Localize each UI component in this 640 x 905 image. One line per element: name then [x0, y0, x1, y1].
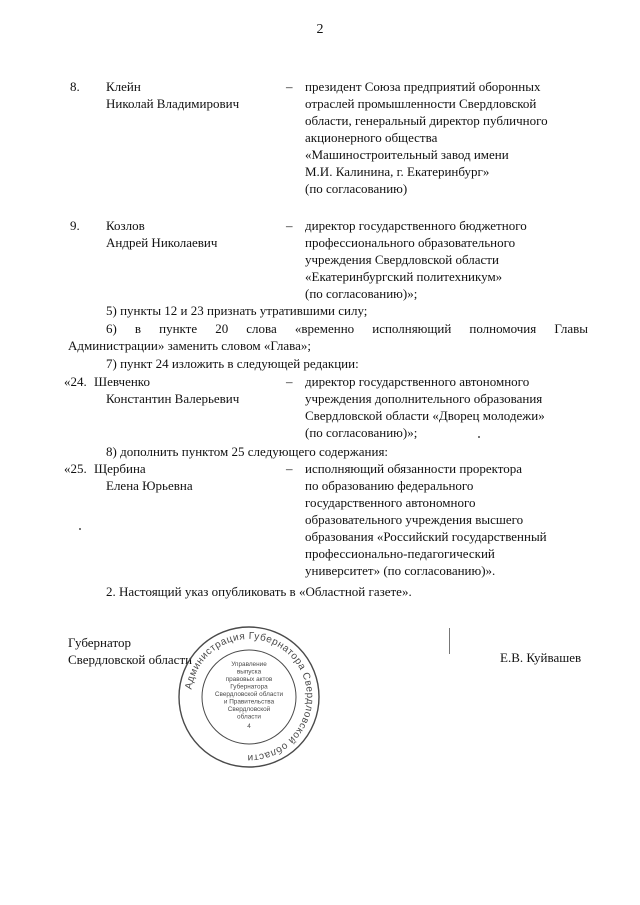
- seal-line: и Правительства: [223, 698, 275, 706]
- paragraph-6-cont: Администрации» заменить словом «Глава»;: [68, 338, 311, 353]
- signature-stroke: [449, 628, 450, 654]
- seal-line: Губернатора: [230, 683, 268, 691]
- scan-speck: [79, 528, 81, 530]
- entry-role: директор государственного автономного учреждения дополнительного образования Свердловской области «Дворец молодежи» (по согласованию)»;: [305, 374, 545, 440]
- entry-name: Щербина Елена Юрьевна: [94, 461, 193, 493]
- paragraph-8: 8) дополнить пунктом 25 следующего содержания:: [106, 444, 389, 459]
- paragraph-7: 7) пункт 24 изложить в следующей редакции:: [106, 356, 359, 371]
- entry-number: 8.: [70, 79, 80, 94]
- seal-ring-text: Администрация Губернатора Свердловской области: [183, 630, 316, 764]
- entry-name: Козлов Андрей Николаевич: [106, 218, 218, 250]
- entry-role: исполняющий обязанности проректора по образованию федерального государственного автономного образовательного учреждения высшего образования «Российский государственный профессионально-педагогический университет» (по согласованию)».: [305, 461, 547, 578]
- seal-line: Управление: [231, 661, 267, 668]
- final-paragraph: 2. Настоящий указ опубликовать в «Областной газете».: [106, 584, 412, 599]
- entry-dash: –: [286, 79, 293, 94]
- seal-line: правовых актов: [225, 676, 273, 683]
- seal-line: выпуска: [236, 668, 262, 676]
- scan-speck: [478, 436, 480, 438]
- entry-name: Шевченко Константин Валерьевич: [94, 374, 240, 406]
- entry-name: Клейн Николай Владимирович: [106, 79, 240, 111]
- entry-dash: –: [286, 218, 293, 233]
- paragraph-6: 6) в пункте 20 слова «временно исполняющий полномочия Главы: [106, 321, 588, 336]
- paragraph-5: 5) пункты 12 и 23 признать утратившими силу;: [106, 303, 368, 318]
- seal-line: области: [237, 713, 261, 721]
- seal-line: Свердловской области: [214, 691, 284, 698]
- entry-number: «25.: [64, 461, 87, 476]
- entry-role: президент Союза предприятий оборонных отраслей промышленности Свердловской области, генеральный директор публичного акционерного общества «Машиностроительный завод имени М.И. Калинина, г. Екатеринбург» (по согласованию): [305, 79, 548, 196]
- page-number: 2: [316, 22, 324, 37]
- official-seal-icon: [174, 622, 324, 772]
- signature-title: Губернатор Свердловской области: [68, 635, 193, 667]
- entry-dash: –: [286, 374, 293, 389]
- seal-line: Свердловской: [227, 706, 271, 713]
- entry-number: 9.: [70, 218, 80, 233]
- seal-line: 4: [247, 723, 251, 730]
- entry-number: «24.: [64, 374, 87, 389]
- entry-role: директор государственного бюджетного профессионального образовательного учреждения Свердловской области «Екатеринбургский политехникум» (по согласованию)»;: [305, 218, 527, 301]
- entry-dash: –: [286, 461, 293, 476]
- signatory-name: Е.В. Куйвашев: [500, 650, 582, 665]
